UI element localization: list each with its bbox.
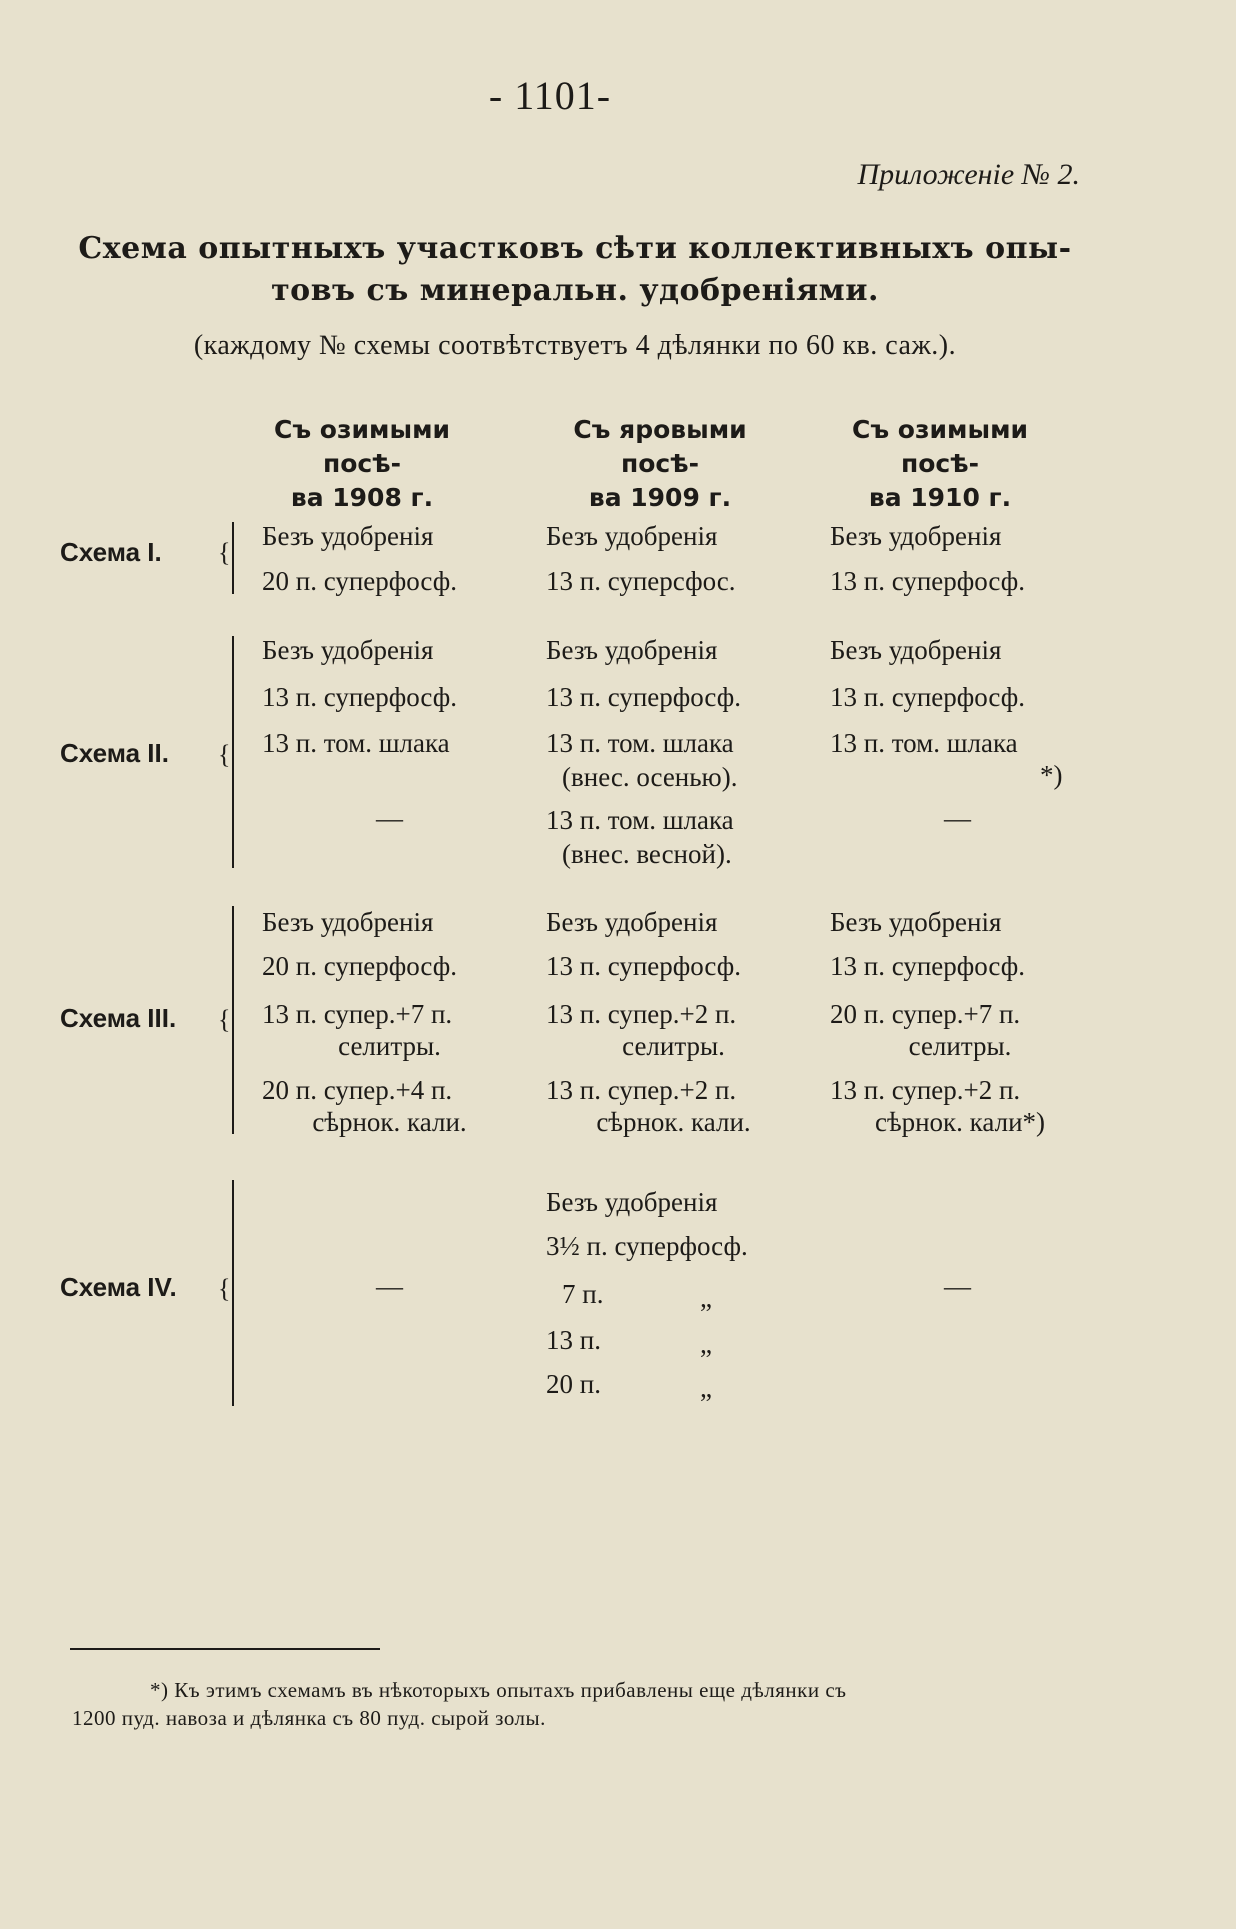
table-cell: 13 п. супер.+2 п. — [546, 1075, 737, 1105]
column-header-line: Съ озимыми посѣ- — [273, 415, 451, 478]
column-header-line: Съ яровыми посѣ- — [573, 415, 747, 478]
table-cell: — — [944, 1271, 971, 1301]
column-header-1910 — [810, 413, 1070, 515]
table-cell: 13 п. суперфосф. — [830, 951, 1025, 981]
appendix-label: Приложеніе № 2. — [857, 158, 1080, 191]
brace — [232, 906, 254, 1134]
table-cell: Безъ удобренія — [546, 635, 718, 665]
table-cell: 13 п. том. шлака — [546, 805, 734, 835]
table-cell: селитры. — [908, 1031, 1012, 1061]
table-cell: Безъ удобренія — [830, 907, 1002, 937]
footnote-marker: *) — [1040, 760, 1063, 790]
footnote-divider — [70, 1648, 380, 1650]
column-header-1908 — [232, 413, 492, 515]
document-subtitle: (каждому № схемы соотвѣтствуетъ 4 дѣлянки по 60 кв. саж.). — [193, 330, 957, 361]
table-cell: Безъ удобренія — [262, 635, 434, 665]
table-cell: 13 п. суперфосф. — [546, 682, 741, 712]
table-cell: 13 п. том. шлака — [830, 728, 1018, 758]
page-number: - 1101- — [488, 73, 612, 118]
table-cell: 13 п. суперфосф. — [830, 566, 1025, 596]
ditto-mark: „ — [700, 1283, 712, 1313]
table-cell: 20 п. суперфосф. — [262, 566, 457, 596]
table-cell: сѣрнок. кали. — [596, 1107, 751, 1137]
scheme-label: Схема II. — [60, 738, 169, 768]
footnote — [72, 1676, 1092, 1732]
brace-tip: { — [218, 538, 231, 567]
table-cell: 13 п. суперфосф. — [830, 682, 1025, 712]
ditto-mark: „ — [700, 1373, 712, 1403]
table-cell: 13 п. том. шлака — [546, 728, 734, 758]
table-cell: — — [944, 803, 971, 833]
table-cell: Безъ удобренія — [830, 635, 1002, 665]
table-cell: Безъ удобренія — [262, 521, 434, 551]
table-cell: 13 п. суперфосф. — [546, 951, 741, 981]
table-cell: 13 п. том. шлака — [262, 728, 450, 758]
table-cell: Безъ удобренія — [546, 1187, 718, 1217]
table-cell: Безъ удобренія — [830, 521, 1002, 551]
column-header-line: ва 1908 г. — [290, 483, 434, 512]
brace-tip: { — [218, 1005, 231, 1034]
table-cell: 20 п. супер.+7 п. — [830, 999, 1021, 1029]
table-cell: 13 п. суперсфос. — [546, 566, 736, 596]
column-header-line: ва 1910 г. — [868, 483, 1012, 512]
table-cell: — — [376, 803, 403, 833]
table-cell: 20 п. супер.+4 п. — [262, 1075, 453, 1105]
footnote-line: *) Къ этимъ схемамъ въ нѣкоторыхъ опытахъ прибавлены еще дѣлянки съ — [150, 1678, 847, 1702]
title-line-1: Схема опытныхъ участковъ сѣти коллективныхъ опы- — [78, 231, 1072, 266]
table-cell: сѣрнок. кали. — [312, 1107, 467, 1137]
title-line-2: товъ съ минеральн. удобреніями. — [271, 273, 879, 308]
table-cell: 13 п. супер.+2 п. — [546, 999, 737, 1029]
table-cell: 7 п. — [562, 1279, 604, 1309]
column-header-line: Съ озимыми посѣ- — [851, 415, 1029, 478]
table-cell: 13 п. супер.+7 п. — [262, 999, 453, 1029]
table-cell: 20 п. — [546, 1369, 601, 1399]
column-header-line: ва 1909 г. — [588, 483, 732, 512]
brace — [232, 1180, 254, 1406]
table-cell: 13 п. суперфосф. — [262, 682, 457, 712]
table-cell: (внес. осенью). — [562, 762, 738, 792]
table-cell: 3½ п. суперфосф. — [546, 1231, 748, 1261]
column-header-1909 — [530, 413, 790, 515]
brace — [232, 522, 254, 594]
table-cell: сѣрнок. кали*) — [874, 1107, 1046, 1137]
ditto-mark: „ — [700, 1329, 712, 1359]
document-title — [60, 228, 1090, 312]
brace — [232, 636, 254, 868]
table-cell: 13 п. — [546, 1325, 601, 1355]
table-cell: селитры. — [622, 1031, 725, 1061]
table-cell: — — [376, 1271, 403, 1301]
table-cell: Безъ удобренія — [546, 521, 718, 551]
scheme-label: Схема I. — [60, 537, 162, 567]
scheme-label: Схема III. — [60, 1003, 177, 1033]
scheme-label: Схема IV. — [60, 1272, 177, 1302]
brace-tip: { — [218, 740, 231, 769]
table-cell: 20 п. суперфосф. — [262, 951, 457, 981]
table-cell: 13 п. супер.+2 п. — [830, 1075, 1021, 1105]
table-cell: (внес. весной). — [562, 839, 732, 869]
table-cell: Безъ удобренія — [546, 907, 718, 937]
brace-tip: { — [218, 1274, 231, 1303]
table-cell: Безъ удобренія — [262, 907, 434, 937]
footnote-line: 1200 пуд. навоза и дѣлянка съ 80 пуд. сырой золы. — [72, 1706, 546, 1730]
table-cell: селитры. — [338, 1031, 441, 1061]
